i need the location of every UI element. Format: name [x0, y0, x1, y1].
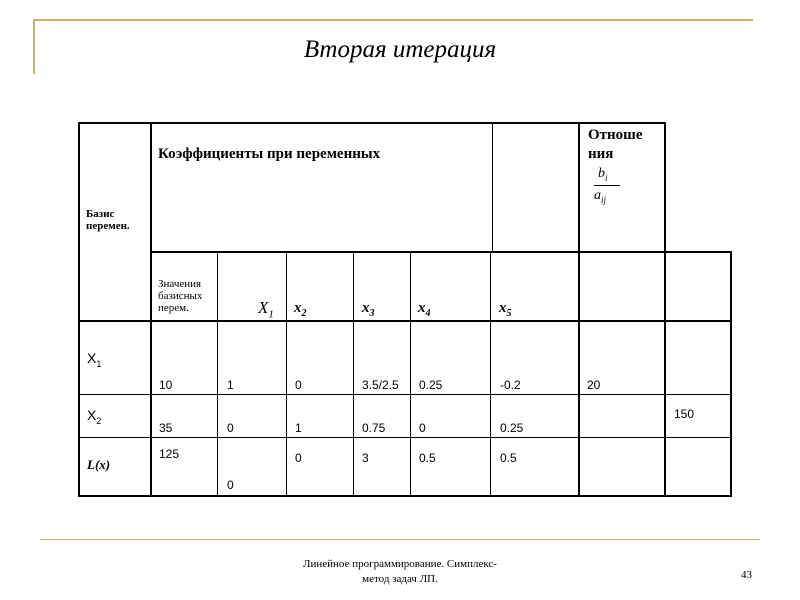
row-label-x1: $X_1$ [87, 350, 102, 369]
table-cell: 0.25 [500, 421, 524, 435]
var-x5-header: $x_5$ [499, 300, 512, 319]
table-cell: 0 [227, 421, 234, 435]
table-cell: -0.2 [500, 378, 521, 392]
table-line [578, 122, 580, 497]
ratio-header: Отноше ния [588, 127, 643, 162]
table-line [490, 251, 491, 497]
table-cell: 3.5/2.5 [362, 378, 399, 392]
row-label-x2: $X_2$ [87, 407, 102, 426]
table-cell: 0 [295, 378, 302, 392]
table-line [492, 122, 493, 253]
table-cell: 3 [362, 451, 369, 465]
table-line [78, 320, 732, 322]
var-x4-header: $x_4$ [418, 300, 431, 319]
table-line [664, 122, 666, 497]
table-line [78, 495, 732, 497]
var-x2-header: $x_2$ [294, 300, 307, 319]
page-number: 43 [741, 569, 752, 581]
table-cell: 0.75 [362, 421, 386, 435]
table-cell: 0 [227, 478, 234, 492]
slide-title: Вторая итерация [303, 36, 497, 63]
var-x1-header: $X_1$ [258, 298, 274, 321]
table-line [217, 251, 218, 497]
table-cell: 150 [674, 407, 695, 421]
table-cell: 0 [419, 421, 426, 435]
table-cell: 20 [587, 378, 601, 392]
basis-header: Базис перемен. [86, 208, 130, 232]
coef-header: Коэффициенты при переменных [158, 146, 381, 162]
table-line [78, 122, 665, 124]
table-cell: 1 [295, 421, 302, 435]
table-line [78, 437, 732, 438]
footer-text: Линейное программирование. Симплекс- метод задач ЛП. [303, 558, 497, 585]
table-cell: 0.5 [419, 451, 436, 465]
table-line [150, 122, 152, 497]
row-label-lx: L(x) [87, 457, 111, 472]
table-line [730, 251, 732, 497]
table-line [150, 251, 732, 253]
table-cell: 0 [295, 451, 302, 465]
var-x3-header: $x_3$ [362, 300, 375, 319]
table-line [410, 251, 411, 497]
table-cell: 0.25 [419, 378, 443, 392]
table-cell: 0.5 [500, 451, 517, 465]
table-cell: 10 [159, 378, 173, 392]
ratio-formula: $b_i$ $a_{ij}$ [594, 166, 620, 205]
table-cell: 35 [159, 421, 173, 435]
values-header: Значения базисных перем. [158, 278, 203, 314]
table-line [78, 394, 732, 395]
table-cell: 1 [227, 378, 234, 392]
table-cell: 125 [159, 447, 180, 461]
table-line [78, 122, 80, 497]
table-line [353, 251, 354, 497]
table-line [286, 251, 287, 497]
